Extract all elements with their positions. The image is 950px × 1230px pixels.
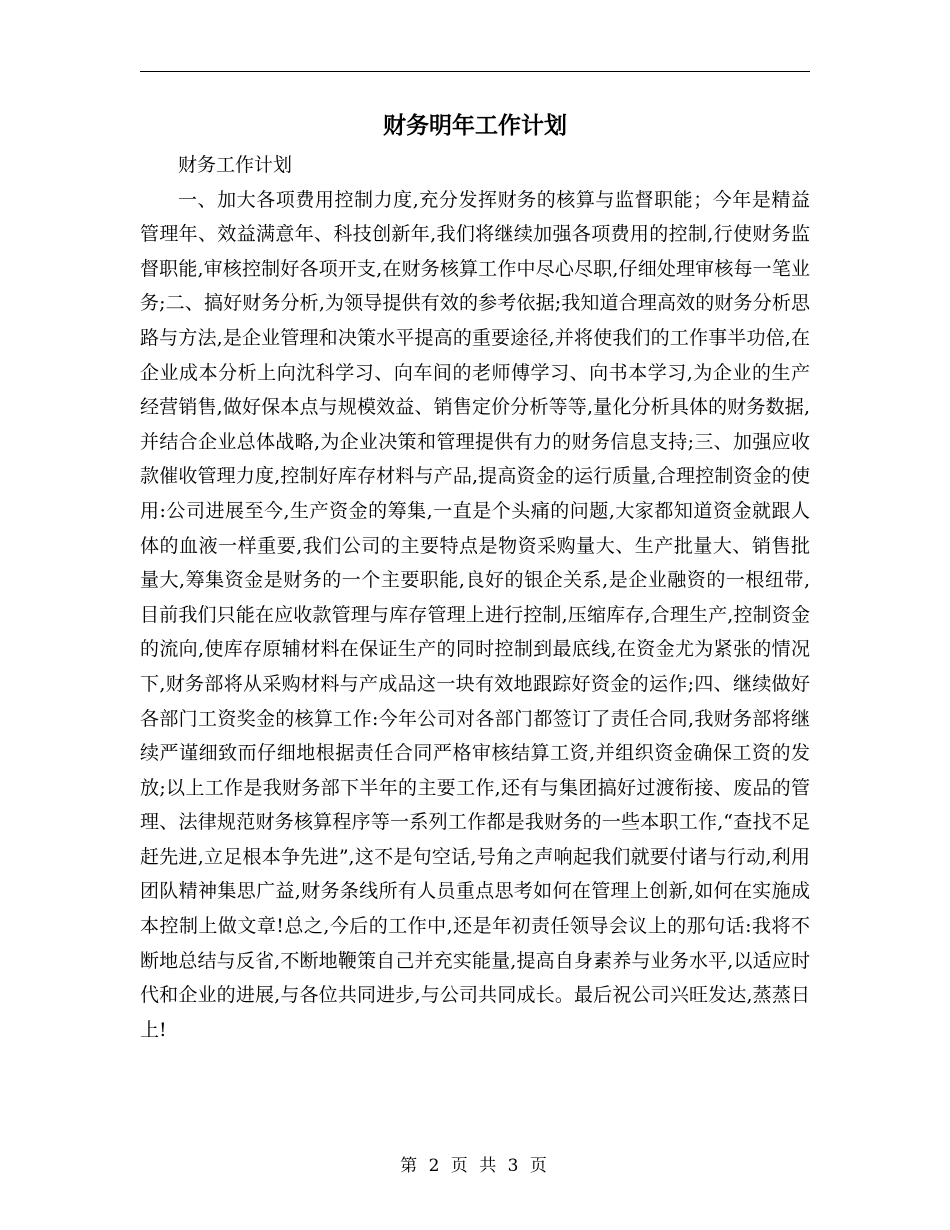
header-rule (140, 71, 810, 72)
body-paragraph: 一、加大各项费用控制力度,充分发挥财务的核算与监督职能；今年是精益管理年、效益满意年、科技创新年,我们将继续加强各项费用的控制,行使财务监督职能,审核控制好各项开支,在财务核算工作中尽心尽职,仔细处理审核每一笔业务;二、搞好财务分析,为领导提供有效的参考依据;我知道合理高效的财务分析思路与方法,是企业管理和决策水平提高的重要途径,并将使我们的工作事半功倍,在企业成本分析上向沈科学习、向车间的老师傅学习、向书本学习,为企业的生产经营销售,做好保本点与规模效益、销售定价分析等等,量化分析具体的财务数据,并结合企业总体战略,为企业决策和管理提供有力的财务信息支持;三、加强应收款催收管理力度,控制好库存材料与产品,提高资金的运行质量,合理控制资金的使用:公司进展至今,生产资金的筹集,一直是个头痛的问题,大家都知道资金就跟人体的血液一样重要,我们公司的主要特点是物资采购量大、生产批量大、销售批量大,筹集资金是财务的一个主要职能,良好的银企关系,是企业融资的一根纽带,目前我们只能在应收款管理与库存管理上进行控制,压缩库存,合理生产,控制资金的流向,使库存原辅材料在保证生产的同时控制到最底线,在资金尤为紧张的情况下,财务部将从采购材料与产成品这一块有效地跟踪好资金的运作;四、继续做好各部门工资奖金的核算工作:今年公司对各部门都签订了责任合同,我财务部将继续严谨细致而仔细地根据责任合同严格审核结算工资,并组织资金确保工资的发放;以上工作是我财务部下半年的主要工作,还有与集团搞好过渡衔接、废品的管理、法律规范财务核算程序等一系列工作都是我财务的一些本职工作,“查找不足赶先进,立足根本争先进”,这不是句空话,号角之声响起我们就要付诸与行动,利用团队精神集思广益,财务条线所有人员重点思考如何在管理上创新,如何在实施成本控制上做文章!总之,今后的工作中,还是年初责任领导会议上的那句话:我将不断地总结与反省,不断地鞭策自己并充实能量,提高自身素养与业务水平,以适应时代和企业的进展,与各位共同进步,与公司共同成长。最后祝公司兴旺发达,蒸蒸日上! (140, 188, 810, 1041)
page-number: 第 2 页 共 3 页 (400, 1156, 550, 1176)
document-body (140, 148, 810, 1047)
subtitle-paragraph: 财务工作计划 (178, 154, 293, 176)
document-title: 财务明年工作计划 (383, 112, 567, 139)
